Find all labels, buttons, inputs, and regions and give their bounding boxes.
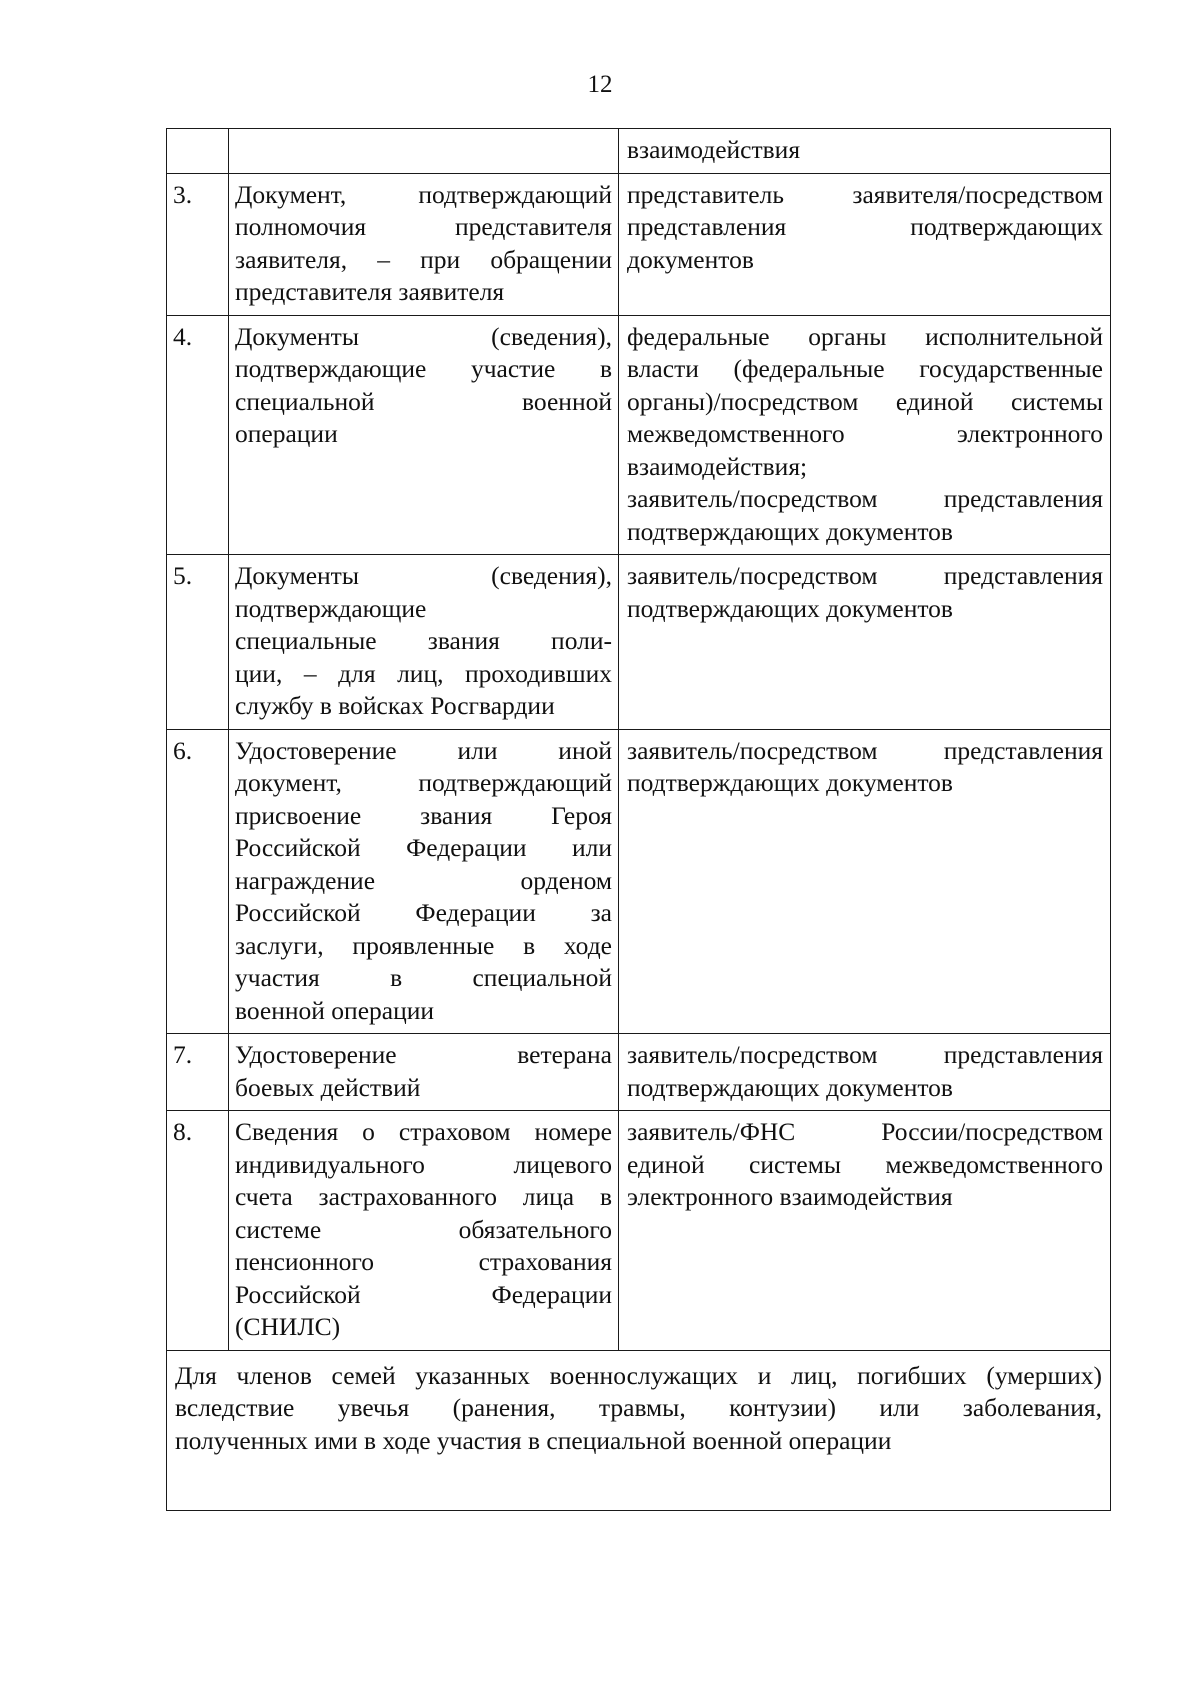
document-source-line: заявитель/посредством представления <box>627 484 1103 513</box>
document-name-line: Документы (сведения), <box>235 321 612 351</box>
document-name-line: представителя заявителя <box>235 277 505 306</box>
document-name-line: операции <box>235 419 338 448</box>
document-source-line: электронного взаимодействия <box>627 1182 953 1211</box>
document-source-line: федеральные органы исполнительной <box>627 321 1103 351</box>
section-note-line: вследствие увечья (ранения, травмы, контузии) или заболевания, <box>175 1393 1102 1422</box>
document-source-line: единой системы межведомственного <box>627 1149 1103 1179</box>
document-source-line: заявитель/посредством представления <box>627 561 1103 590</box>
document-name-line: Документы (сведения), <box>235 561 612 590</box>
document-name-line: системе обязательного <box>235 1214 612 1244</box>
document-name-line: боевых действий <box>235 1072 421 1102</box>
document-name-line: подтверждающие участие в <box>235 354 612 383</box>
document-name-line: Российской Федерации за <box>235 898 612 927</box>
document-name-line: заявителя, – при обращении <box>235 244 612 274</box>
document-name-line: счета застрахованного лица в <box>235 1182 612 1211</box>
document-name-cell <box>229 129 619 174</box>
row-number: 6. <box>167 729 229 1034</box>
document-source-line: органы)/посредством единой системы <box>627 386 1103 416</box>
row-number: 8. <box>167 1111 229 1351</box>
document-name-line: Российской Федерации <box>235 1279 612 1309</box>
document-name-line: заслуги, проявленные в ходе <box>235 930 612 960</box>
document-name-line: пенсионного страхования <box>235 1247 612 1276</box>
page-number: 12 <box>587 71 613 98</box>
document-name-line: (СНИЛС) <box>235 1312 341 1341</box>
document-name-cell <box>229 555 619 730</box>
section-note-line: Для членов семей указанных военнослужащих и лиц, погибших (умерших) <box>175 1360 1102 1390</box>
table-row <box>167 129 1111 174</box>
document-name-line: службу в войсках Росгвардии <box>235 691 555 720</box>
document-name-line: индивидуального лицевого <box>235 1149 612 1179</box>
table-row <box>167 729 1111 1034</box>
document-source-cell <box>619 1034 1111 1111</box>
document-source-line: заявитель/посредством представления <box>627 1040 1103 1069</box>
document-name-cell <box>229 1111 619 1351</box>
section-note <box>167 1350 1111 1510</box>
document-source-line: представитель заявителя/посредством <box>627 179 1103 209</box>
document-name-line: Документ, подтверждающий <box>235 179 612 209</box>
document-name-cell <box>229 729 619 1034</box>
table-row <box>167 173 1111 315</box>
document-source-line: подтверждающих документов <box>627 516 953 546</box>
document-name-line: награждение орденом <box>235 865 612 895</box>
document-name-line: Удостоверение ветерана <box>235 1040 612 1069</box>
table-row <box>167 1034 1111 1111</box>
document-source-line: подтверждающих документов <box>627 593 953 623</box>
document-name-line: военной операции <box>235 995 435 1025</box>
document-source-line: подтверждающих документов <box>627 1072 953 1102</box>
document-source-cell <box>619 129 1111 174</box>
document-name-line: присвоение звания Героя <box>235 800 612 830</box>
document-name-line: полномочия представителя <box>235 212 612 241</box>
document-source-cell <box>619 729 1111 1034</box>
document-name-line: специальной военной <box>235 386 612 416</box>
row-number <box>167 129 229 174</box>
section-note-row <box>167 1350 1111 1510</box>
document-source-line: представления подтверждающих <box>627 212 1103 241</box>
row-number: 4. <box>167 315 229 555</box>
document-source-line: документов <box>627 244 754 274</box>
document-source-cell <box>619 315 1111 555</box>
table-row <box>167 315 1111 555</box>
row-number: 7. <box>167 1034 229 1111</box>
document-source-cell <box>619 173 1111 315</box>
document-source-line: межведомственного электронного <box>627 419 1103 448</box>
document-name-cell <box>229 315 619 555</box>
document-name-line: подтверждающие <box>235 593 427 623</box>
document-name-cell <box>229 1034 619 1111</box>
document-source-line: заявитель/посредством представления <box>627 735 1103 765</box>
row-number: 5. <box>167 555 229 730</box>
document-name-line: участия в специальной <box>235 963 612 992</box>
document-name-cell <box>229 173 619 315</box>
document-source-line: взаимодействия; <box>627 451 808 481</box>
table-row <box>167 1111 1111 1351</box>
document-name-line: ции, – для лиц, проходивших <box>235 658 612 688</box>
document-source-cell <box>619 1111 1111 1351</box>
document-name-line: Российской Федерации или <box>235 833 612 862</box>
document-name-line: Сведения о страховом номере <box>235 1117 612 1146</box>
documents-table <box>166 128 1111 1511</box>
document-source-line: власти (федеральные государственные <box>627 354 1103 383</box>
document-source-line: подтверждающих документов <box>627 768 953 797</box>
document-source-cell <box>619 555 1111 730</box>
section-note-line: полученных ими в ходе участия в специальной военной операции <box>175 1425 892 1455</box>
document-source-line: взаимодействия <box>627 135 801 164</box>
document-source-line: заявитель/ФНС России/посредством <box>627 1117 1103 1146</box>
table-row <box>167 555 1111 730</box>
row-number: 3. <box>167 173 229 315</box>
document-name-line: документ, подтверждающий <box>235 768 612 797</box>
document-name-line: Удостоверение или иной <box>235 735 612 765</box>
document-name-line: специальные звания поли- <box>235 626 612 655</box>
documents-table-body <box>167 129 1111 1511</box>
